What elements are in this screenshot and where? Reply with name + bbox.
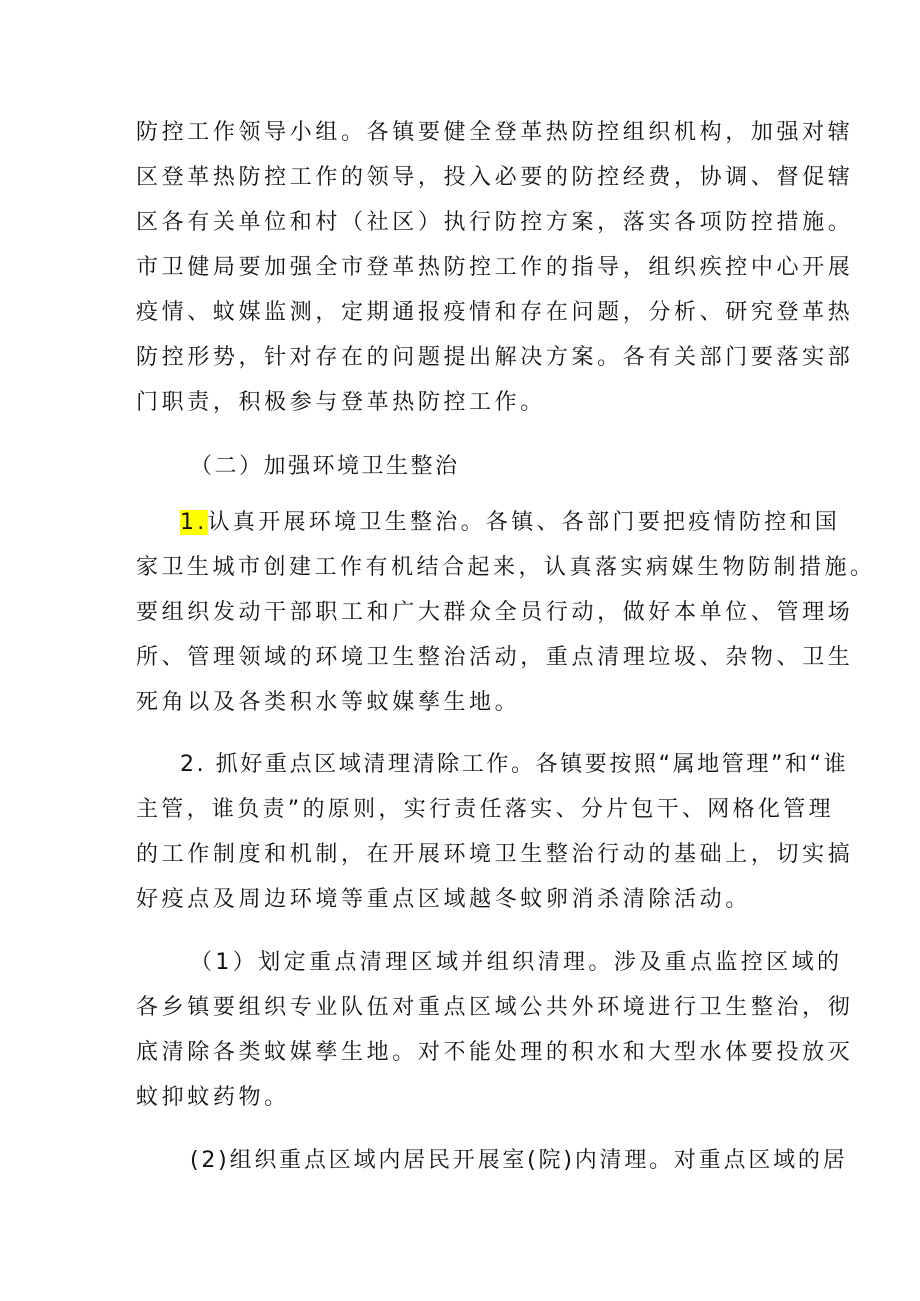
paragraph-line: 底清除各类蚊媒孳生地。对不能处理的积水和大型水体要投放灭 [136, 1040, 854, 1065]
paragraph-line: 家卫生城市创建工作有机结合起来，认真落实病媒生物防制措施。 [136, 555, 876, 580]
paragraph-line: 要组织发动干部职工和广大群众全员行动，做好本单位、管理场 [136, 600, 854, 625]
paragraph-line: 区登革热防控工作的领导，投入必要的防控经费，协调、督促辖 [136, 165, 854, 190]
paragraph-line: 防控形势，针对存在的问题提出解决方案。各有关部门要落实部 [136, 345, 854, 370]
sub-item-line: （1）划定重点清理区域并组织清理。涉及重点监控区域的 [190, 950, 843, 975]
paragraph-line: 好疫点及周边环境等重点区域越冬蚊卵消杀清除活动。 [136, 887, 751, 912]
paragraph-line: 疫情、蚊媒监测，定期通报疫情和存在问题，分析、研究登革热 [136, 300, 854, 325]
paragraph-line: 的工作制度和机制，在开展环境卫生整治行动的基础上，切实搞 [136, 842, 854, 867]
numbered-item-line [180, 508, 840, 538]
paragraph-line: 门职责，积极参与登革热防控工作。 [136, 390, 546, 415]
sub-item-line: (2)组织重点区域内居民开展室(院)内清理。对重点区域的居 [190, 1148, 848, 1173]
item-number-highlight: 1. [180, 510, 208, 535]
item-text: 认真开展环境卫生整治。各镇、各部门要把疫情防控和国 [207, 510, 841, 535]
paragraph-line: 防控工作领导小组。各镇要健全登革热防控组织机构，加强对辖 [136, 120, 854, 145]
paragraph-line: 区各有关单位和村（社区）执行防控方案，落实各项防控措施。 [136, 210, 854, 235]
paragraph-line: 蚊抑蚊药物。 [136, 1085, 290, 1110]
paragraph-line: 所、管理领域的环境卫生整治活动，重点清理垃圾、杂物、卫生 [136, 645, 854, 670]
paragraph-line: 各乡镇要组织专业队伍对重点区域公共外环境进行卫生整治，彻 [136, 995, 854, 1020]
section-heading: （二）加强环境卫生整治 [190, 454, 460, 479]
paragraph-line: 主管，谁负责”的原则，实行责任落实、分片包干、网格化管理 [136, 797, 834, 822]
numbered-item-line: 2. 抓好重点区域清理清除工作。各镇要按照“属地管理”和“谁 [180, 752, 849, 777]
paragraph-line: 死角以及各类积水等蚊媒孳生地。 [136, 690, 521, 715]
paragraph-line: 市卫健局要加强全市登革热防控工作的指导，组织疾控中心开展 [136, 255, 854, 280]
